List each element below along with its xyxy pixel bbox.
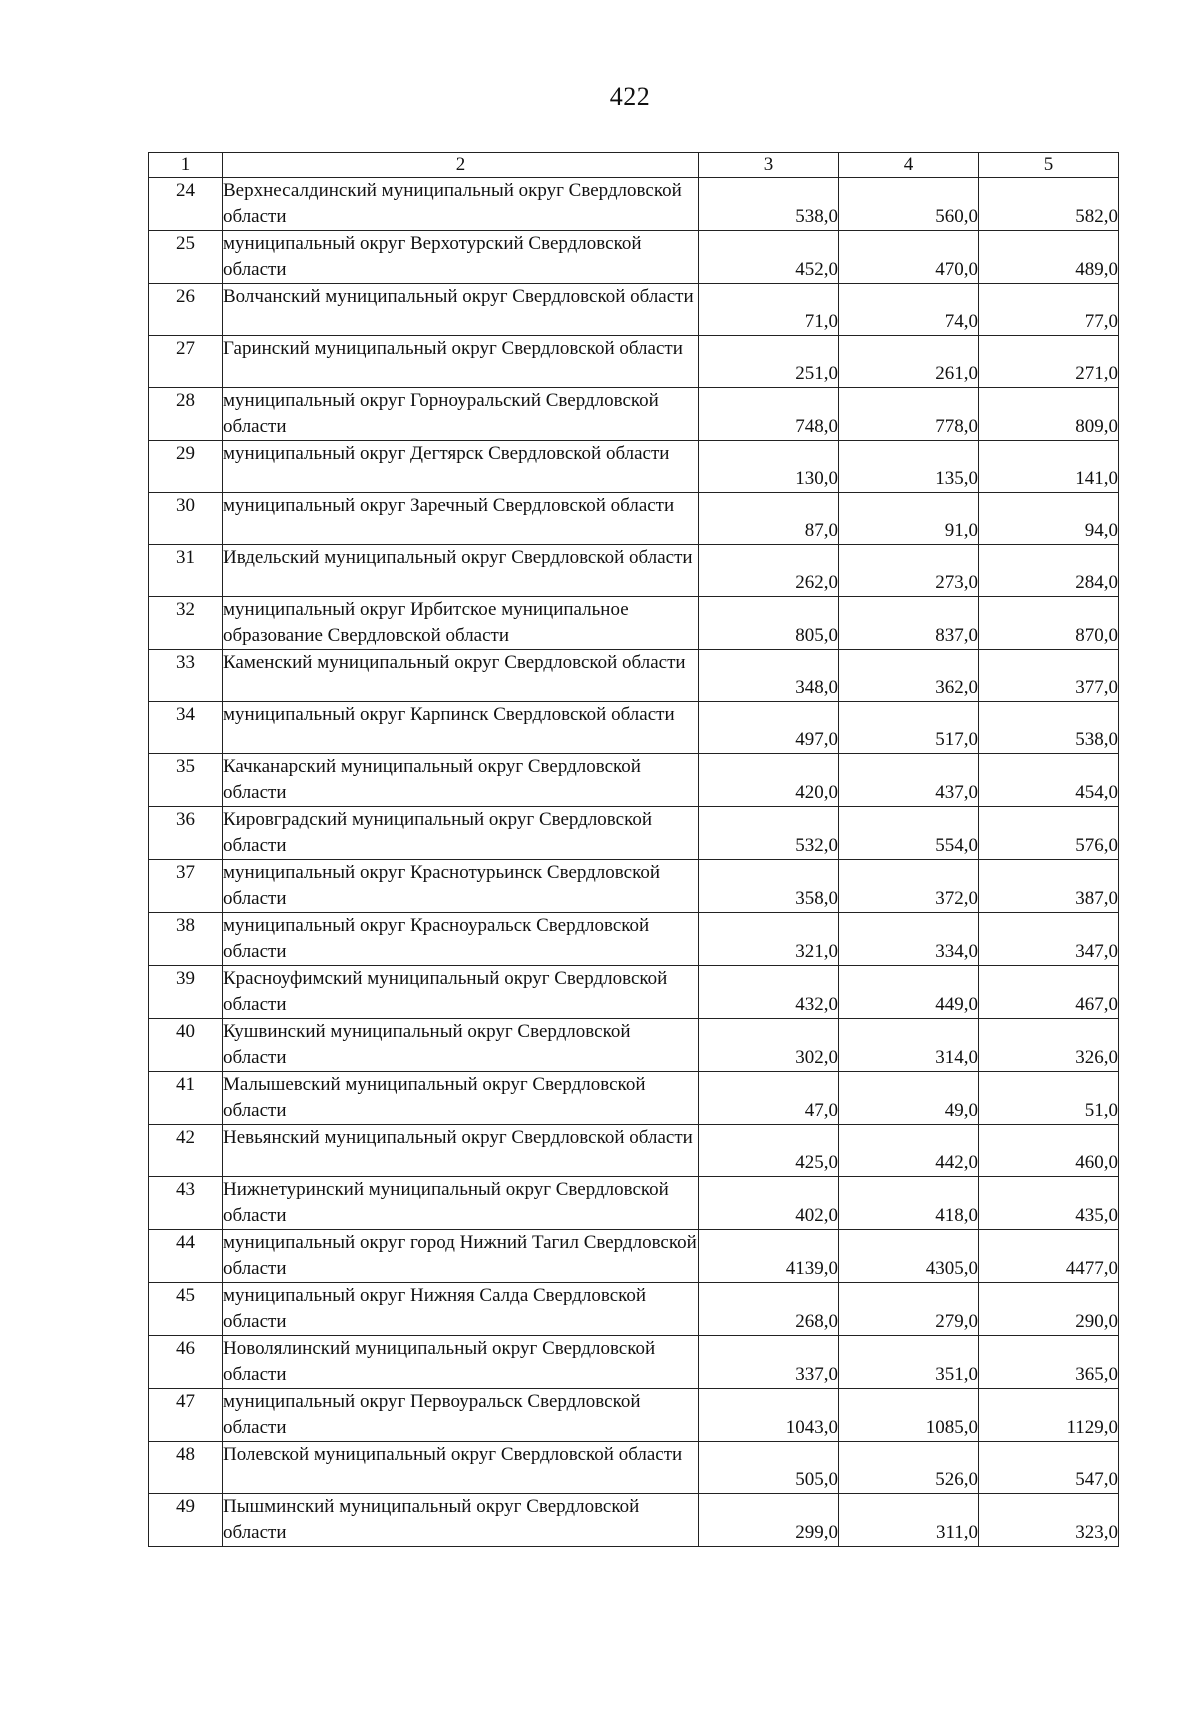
value-col-5: 1129,0 (979, 1389, 1119, 1442)
value-col-5: 141,0 (979, 441, 1119, 493)
table-row (149, 1283, 1119, 1336)
municipality-name: муниципальный округ Заречный Свердловской области (223, 493, 699, 545)
value-col-5: 77,0 (979, 284, 1119, 336)
value-col-5: 547,0 (979, 1442, 1119, 1494)
municipality-name: Качканарский муниципальный округ Свердловской области (223, 754, 699, 807)
table-row (149, 1230, 1119, 1283)
table-row (149, 754, 1119, 807)
municipality-name: Пышминский муниципальный округ Свердловской области (223, 1494, 699, 1547)
table-row (149, 1125, 1119, 1177)
row-number: 40 (149, 1019, 223, 1072)
municipality-name: муниципальный округ Дегтярск Свердловской области (223, 441, 699, 493)
value-col-5: 365,0 (979, 1336, 1119, 1389)
municipality-name: муниципальный округ Нижняя Салда Свердловской области (223, 1283, 699, 1336)
row-number: 27 (149, 336, 223, 388)
value-col-5: 377,0 (979, 650, 1119, 702)
value-col-4: 418,0 (839, 1177, 979, 1230)
value-col-3: 4139,0 (699, 1230, 839, 1283)
table-body (149, 178, 1119, 1547)
value-col-5: 326,0 (979, 1019, 1119, 1072)
municipality-name: муниципальный округ Верхотурский Свердловской области (223, 231, 699, 284)
value-col-4: 311,0 (839, 1494, 979, 1547)
header-row (149, 153, 1119, 178)
municipality-name: муниципальный округ Карпинск Свердловской области (223, 702, 699, 754)
row-number: 44 (149, 1230, 223, 1283)
value-col-4: 362,0 (839, 650, 979, 702)
table-row (149, 966, 1119, 1019)
table-header (149, 153, 1119, 178)
value-col-4: 560,0 (839, 178, 979, 231)
row-number: 33 (149, 650, 223, 702)
value-col-3: 1043,0 (699, 1389, 839, 1442)
municipality-name: муниципальный округ город Нижний Тагил Свердловской области (223, 1230, 699, 1283)
value-col-4: 273,0 (839, 545, 979, 597)
value-col-5: 809,0 (979, 388, 1119, 441)
municipality-name: Малышевский муниципальный округ Свердловской области (223, 1072, 699, 1125)
value-col-3: 538,0 (699, 178, 839, 231)
value-col-3: 87,0 (699, 493, 839, 545)
value-col-4: 437,0 (839, 754, 979, 807)
value-col-4: 74,0 (839, 284, 979, 336)
value-col-4: 334,0 (839, 913, 979, 966)
municipality-name: Волчанский муниципальный округ Свердловской области (223, 284, 699, 336)
value-col-3: 251,0 (699, 336, 839, 388)
page-number: 422 (609, 82, 651, 111)
value-col-5: 347,0 (979, 913, 1119, 966)
table-row (149, 1019, 1119, 1072)
municipality-name: муниципальный округ Краснотурьинск Свердловской области (223, 860, 699, 913)
value-col-5: 51,0 (979, 1072, 1119, 1125)
municipality-name: муниципальный округ Горноуральский Свердловской области (223, 388, 699, 441)
value-col-3: 130,0 (699, 441, 839, 493)
row-number: 30 (149, 493, 223, 545)
municipality-name: муниципальный округ Ирбитское муниципальное образование Свердловской области (223, 597, 699, 650)
value-col-3: 262,0 (699, 545, 839, 597)
table-row (149, 178, 1119, 231)
municipality-name: Нижнетуринский муниципальный округ Свердловской области (223, 1177, 699, 1230)
value-col-5: 290,0 (979, 1283, 1119, 1336)
table-row (149, 597, 1119, 650)
value-col-4: 449,0 (839, 966, 979, 1019)
data-table (148, 152, 1119, 1547)
value-col-4: 778,0 (839, 388, 979, 441)
value-col-5: 489,0 (979, 231, 1119, 284)
value-col-3: 358,0 (699, 860, 839, 913)
value-col-4: 526,0 (839, 1442, 979, 1494)
value-col-3: 420,0 (699, 754, 839, 807)
municipality-name: Новолялинский муниципальный округ Свердловской области (223, 1336, 699, 1389)
value-col-4: 442,0 (839, 1125, 979, 1177)
value-col-5: 582,0 (979, 178, 1119, 231)
municipality-name: Полевской муниципальный округ Свердловской области (223, 1442, 699, 1494)
table-row (149, 702, 1119, 754)
value-col-3: 302,0 (699, 1019, 839, 1072)
municipality-name: Ивдельский муниципальный округ Свердловской области (223, 545, 699, 597)
value-col-4: 314,0 (839, 1019, 979, 1072)
table-row (149, 441, 1119, 493)
row-number: 32 (149, 597, 223, 650)
table-row (149, 1494, 1119, 1547)
row-number: 45 (149, 1283, 223, 1336)
row-number: 38 (149, 913, 223, 966)
table-row (149, 1389, 1119, 1442)
value-col-4: 279,0 (839, 1283, 979, 1336)
row-number: 25 (149, 231, 223, 284)
value-col-3: 299,0 (699, 1494, 839, 1547)
value-col-4: 261,0 (839, 336, 979, 388)
municipality-name: Каменский муниципальный округ Свердловской области (223, 650, 699, 702)
row-number: 24 (149, 178, 223, 231)
row-number: 31 (149, 545, 223, 597)
municipality-name: Кировградский муниципальный округ Свердловской области (223, 807, 699, 860)
value-col-3: 748,0 (699, 388, 839, 441)
value-col-5: 454,0 (979, 754, 1119, 807)
value-col-5: 460,0 (979, 1125, 1119, 1177)
value-col-3: 71,0 (699, 284, 839, 336)
value-col-3: 402,0 (699, 1177, 839, 1230)
municipality-name: Красноуфимский муниципальный округ Свердловской области (223, 966, 699, 1019)
value-col-3: 497,0 (699, 702, 839, 754)
row-number: 42 (149, 1125, 223, 1177)
table-row (149, 913, 1119, 966)
value-col-3: 47,0 (699, 1072, 839, 1125)
value-col-5: 467,0 (979, 966, 1119, 1019)
row-number: 29 (149, 441, 223, 493)
table-row (149, 545, 1119, 597)
table-row (149, 860, 1119, 913)
value-col-5: 284,0 (979, 545, 1119, 597)
table-row (149, 1177, 1119, 1230)
value-col-3: 321,0 (699, 913, 839, 966)
header-col-1: 1 (149, 153, 223, 178)
row-number: 36 (149, 807, 223, 860)
value-col-5: 323,0 (979, 1494, 1119, 1547)
value-col-4: 4305,0 (839, 1230, 979, 1283)
table-row (149, 1072, 1119, 1125)
table-row (149, 388, 1119, 441)
row-number: 28 (149, 388, 223, 441)
table-row (149, 493, 1119, 545)
value-col-3: 425,0 (699, 1125, 839, 1177)
value-col-5: 538,0 (979, 702, 1119, 754)
value-col-5: 387,0 (979, 860, 1119, 913)
value-col-3: 532,0 (699, 807, 839, 860)
header-col-3: 3 (699, 153, 839, 178)
table-row (149, 336, 1119, 388)
value-col-3: 337,0 (699, 1336, 839, 1389)
value-col-5: 94,0 (979, 493, 1119, 545)
municipality-name: Верхнесалдинский муниципальный округ Свердловской области (223, 178, 699, 231)
value-col-5: 271,0 (979, 336, 1119, 388)
row-number: 34 (149, 702, 223, 754)
table-row (149, 284, 1119, 336)
table-row (149, 650, 1119, 702)
row-number: 49 (149, 1494, 223, 1547)
table-row (149, 1336, 1119, 1389)
value-col-3: 505,0 (699, 1442, 839, 1494)
table-row (149, 807, 1119, 860)
value-col-4: 554,0 (839, 807, 979, 860)
value-col-3: 348,0 (699, 650, 839, 702)
value-col-4: 49,0 (839, 1072, 979, 1125)
table-row (149, 1442, 1119, 1494)
municipality-name: Невьянский муниципальный округ Свердловской области (223, 1125, 699, 1177)
row-number: 37 (149, 860, 223, 913)
municipality-name: Кушвинский муниципальный округ Свердловской области (223, 1019, 699, 1072)
row-number: 46 (149, 1336, 223, 1389)
value-col-4: 135,0 (839, 441, 979, 493)
row-number: 35 (149, 754, 223, 807)
table-row (149, 231, 1119, 284)
value-col-3: 268,0 (699, 1283, 839, 1336)
value-col-3: 432,0 (699, 966, 839, 1019)
value-col-5: 870,0 (979, 597, 1119, 650)
row-number: 47 (149, 1389, 223, 1442)
row-number: 41 (149, 1072, 223, 1125)
row-number: 39 (149, 966, 223, 1019)
row-number: 48 (149, 1442, 223, 1494)
header-col-2: 2 (223, 153, 699, 178)
value-col-3: 805,0 (699, 597, 839, 650)
value-col-4: 91,0 (839, 493, 979, 545)
value-col-4: 470,0 (839, 231, 979, 284)
value-col-4: 1085,0 (839, 1389, 979, 1442)
municipality-name: Гаринский муниципальный округ Свердловской области (223, 336, 699, 388)
header-col-5: 5 (979, 153, 1119, 178)
value-col-4: 372,0 (839, 860, 979, 913)
municipality-name: муниципальный округ Красноуральск Свердловской области (223, 913, 699, 966)
municipality-name: муниципальный округ Первоуральск Свердловской области (223, 1389, 699, 1442)
value-col-5: 435,0 (979, 1177, 1119, 1230)
row-number: 43 (149, 1177, 223, 1230)
value-col-5: 4477,0 (979, 1230, 1119, 1283)
value-col-4: 517,0 (839, 702, 979, 754)
value-col-3: 452,0 (699, 231, 839, 284)
header-col-4: 4 (839, 153, 979, 178)
value-col-4: 837,0 (839, 597, 979, 650)
row-number: 26 (149, 284, 223, 336)
value-col-4: 351,0 (839, 1336, 979, 1389)
value-col-5: 576,0 (979, 807, 1119, 860)
